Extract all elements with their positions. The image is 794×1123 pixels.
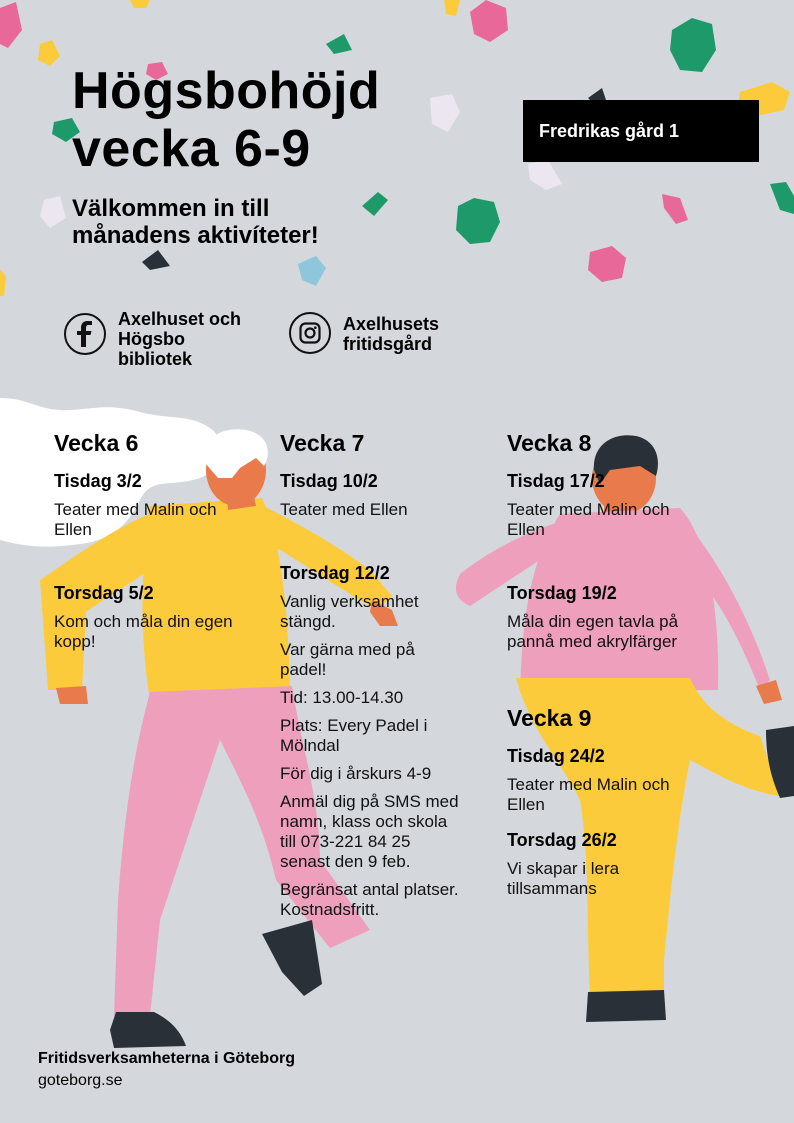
instagram-label-line: Axelhusets [343, 314, 440, 334]
event-day: Tisdag 24/2 [507, 746, 605, 766]
title-line-1: Högsbohöjd [72, 62, 381, 120]
facebook-label [118, 309, 241, 369]
location-badge: Fredrikas gård 1 [523, 100, 759, 162]
event-text: Teater med Malin och Ellen [54, 500, 217, 539]
event-day: Torsdag 5/2 [54, 583, 154, 603]
event-day: Torsdag 19/2 [507, 583, 617, 603]
event-text: Teater med Malin och Ellen [507, 775, 670, 814]
event-text: Teater med Malin och Ellen [507, 500, 670, 539]
event-day: Tisdag 10/2 [280, 471, 378, 491]
event-text: Vanlig verksamhet stängd. [280, 592, 419, 631]
event-text: Vi skapar i lera tillsammans [507, 859, 620, 898]
title-line-2: vecka 6-9 [72, 120, 311, 178]
event-text: Kom och måla din egen kopp! [54, 612, 233, 651]
week-7-column [280, 430, 480, 920]
instagram-link[interactable] [289, 314, 439, 354]
facebook-label-line: Axelhuset och [118, 309, 242, 329]
event-day: Tisdag 17/2 [507, 471, 605, 491]
facebook-link[interactable] [64, 309, 241, 369]
facebook-label-line: Högsbo [118, 329, 185, 349]
subtitle-line-1: Välkommen in till [72, 195, 270, 222]
event-day: Tisdag 3/2 [54, 471, 142, 491]
event-text: Teater med Ellen [280, 500, 408, 519]
footer-url-link[interactable]: goteborg.se [38, 1072, 123, 1089]
event-text: Plats: Every Padel i Mölndal [280, 716, 428, 755]
event-day: Torsdag 12/2 [280, 563, 390, 583]
instagram-label-line: fritidsgård [343, 334, 433, 354]
event-text: Tid: 13.00-14.30 [280, 688, 404, 707]
event-text: Måla din egen tavla på pannå med akrylfärger [507, 612, 679, 651]
event-text: Begränsat antal platser. Kostnadsfritt. [280, 880, 459, 919]
week-8-column [507, 430, 707, 652]
footer-organization: Fritidsverksamheterna i Göteborg [38, 1050, 295, 1067]
event-text: Anmäl dig på SMS med namn, klass och skola till 073-221 84 25 senast den 9 feb. [280, 792, 459, 871]
page-title [72, 62, 380, 178]
week-title: Vecka 8 [507, 430, 592, 456]
instagram-icon [289, 312, 331, 354]
subtitle-line-2: månadens aktivíteter! [72, 222, 319, 249]
facebook-label-line: bibliotek [118, 349, 193, 369]
instagram-label [343, 314, 439, 354]
subtitle [72, 195, 319, 249]
week-title: Vecka 9 [507, 705, 592, 731]
week-9-column [507, 705, 707, 899]
event-text: Var gärna med på padel! [280, 640, 415, 679]
week-title: Vecka 6 [54, 430, 139, 456]
week-6-column [54, 430, 254, 652]
facebook-icon [64, 313, 106, 355]
week-title: Vecka 7 [280, 430, 365, 456]
event-day: Torsdag 26/2 [507, 830, 617, 850]
event-text: För dig i årskurs 4-9 [280, 764, 432, 783]
